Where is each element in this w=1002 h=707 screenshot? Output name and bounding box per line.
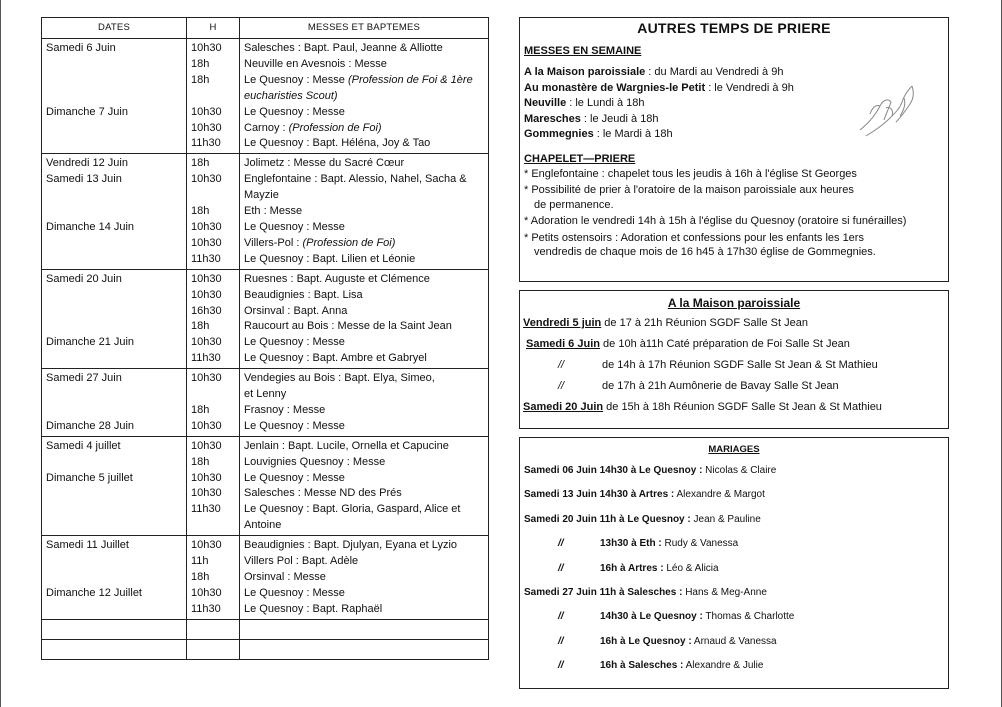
mass-desc: Le Quesnoy : Bapt. Gloria, Gaspard, Alice et	[244, 503, 461, 516]
chapelet-line: * Petits ostensoirs : Adoration et confessions pour les enfants les 1ers	[524, 231, 864, 244]
mass-desc: Englefontaine : Bapt. Alessio, Nahel, Sacha &	[244, 173, 467, 186]
date-text: Samedi 13 Juin	[46, 173, 122, 186]
maison-row	[520, 397, 948, 418]
week-mass-detail: : du Mardi au Vendredi à 9h	[645, 66, 784, 78]
mass-desc: Beaudignies : Bapt. Lisa	[244, 288, 363, 301]
time-text	[191, 188, 235, 204]
time-text: 10h30	[191, 288, 222, 301]
mass-text	[244, 486, 484, 502]
chapelet-item	[520, 214, 948, 229]
time-text: 18h	[191, 205, 210, 218]
header-dates: DATES	[42, 18, 187, 39]
mass-desc: Mayzie	[244, 189, 279, 202]
mariage-head: Samedi 20 Juin 11h à Le Quesnoy :	[524, 513, 691, 525]
mass-text	[244, 455, 484, 471]
chapelet-item	[520, 231, 948, 260]
mass-desc: Le Quesnoy : Messe	[244, 105, 345, 118]
ditto-mark: //	[558, 562, 564, 574]
praying-hands-icon	[856, 78, 918, 140]
mass-cell	[240, 369, 489, 437]
mass-desc: Jolimetz : Messe du Sacré Cœur	[244, 157, 405, 170]
mass-cell	[240, 154, 489, 269]
time-cell	[187, 269, 240, 368]
chapelet-line: vendredis de chaque mois de 16 h45 à 17h30 église de Gommegnies.	[534, 246, 876, 258]
mass-text	[244, 538, 484, 554]
date-text	[46, 288, 182, 304]
empty-cell	[240, 639, 489, 659]
mass-text	[244, 419, 484, 435]
time-text: 10h30	[191, 42, 222, 54]
mass-text	[244, 554, 484, 570]
mass-desc: Le Quesnoy : Messe	[244, 471, 345, 484]
time-text: 10h30	[191, 236, 222, 249]
mass-text	[244, 41, 484, 57]
mass-text	[244, 252, 484, 268]
header-hours: H	[187, 18, 240, 39]
mass-text	[244, 204, 484, 220]
table-row	[42, 436, 489, 535]
date-text	[46, 136, 182, 152]
mass-text	[244, 371, 484, 387]
mass-desc: Salesches : Bapt. Paul, Jeanne & Alliotte	[244, 42, 443, 54]
mass-text	[244, 439, 484, 455]
date-text: Dimanche 7 Juin	[46, 105, 128, 118]
mass-text	[244, 304, 484, 320]
maison-paroissiale-box	[519, 290, 949, 429]
mass-desc: Orsinval : Bapt. Anna	[244, 304, 348, 317]
date-text	[46, 486, 182, 502]
chapelet-line: * Possibilité de prier à l'oratoire de la maison paroissiale aux heures	[524, 184, 854, 196]
ditto-mark: //	[558, 660, 564, 672]
time-text: 11h30	[191, 352, 221, 365]
time-text	[191, 518, 235, 534]
time-text: 10h30	[191, 372, 222, 385]
date-text: Samedi 27 Juin	[46, 372, 122, 385]
mariage-row	[524, 459, 948, 483]
mass-text	[244, 351, 484, 367]
mariage-head: 16h à Le Quesnoy :	[600, 635, 692, 647]
mass-text	[244, 105, 484, 121]
mariages-list	[520, 459, 948, 679]
mass-text	[244, 518, 484, 534]
time-cell	[187, 369, 240, 437]
mass-text	[244, 387, 484, 403]
time-text: 18h	[191, 57, 210, 70]
mass-note: (Profession de Foi)	[302, 236, 396, 249]
date-text	[46, 518, 182, 534]
mariage-head: 14h30 à Le Quesnoy :	[600, 611, 703, 623]
week-mass-place: Au monastère de Wargnies-le Petit	[524, 81, 706, 94]
mass-desc: Le Quesnoy : Messe	[244, 586, 345, 599]
date-text: Samedi 20 Juin	[46, 272, 122, 285]
mass-text	[244, 73, 484, 89]
mass-desc: Louvignies Quesnoy : Messe	[244, 455, 386, 468]
mass-desc: Le Quesnoy : Messe	[244, 419, 345, 432]
mariages-title: MARIAGES	[708, 444, 760, 455]
chapelet-item	[520, 167, 948, 182]
time-cell	[187, 154, 240, 269]
mass-text	[244, 502, 484, 518]
mariage-head: 16h à Artres :	[600, 562, 664, 574]
mass-desc: Frasnoy : Messe	[244, 403, 326, 416]
week-mass-place: Gommegnies	[524, 128, 594, 140]
time-text: 18h	[191, 73, 210, 86]
mass-desc: Villers-Pol :	[244, 236, 303, 249]
mass-desc: Le Quesnoy : Bapt. Raphaël	[244, 602, 383, 615]
mass-desc: Le Quesnoy : Bapt. Lilien et Léonie	[244, 252, 416, 265]
mariage-names: Arnaud & Vanessa	[691, 635, 777, 647]
mariage-row	[524, 508, 948, 532]
mass-desc: Carnoy :	[244, 121, 289, 134]
mass-note: (Profession de Foi)	[288, 121, 382, 134]
maison-date: Vendredi 5 juin	[523, 317, 602, 329]
maison-text: de 17h à 21h Aumônerie de Bavay Salle St Jean	[602, 380, 839, 392]
empty-cell	[187, 639, 240, 659]
mass-text	[244, 586, 484, 602]
mariage-head: 16h à Salesches :	[600, 660, 684, 672]
mass-text	[244, 172, 484, 188]
mass-text	[244, 335, 484, 351]
date-text: Vendredi 12 Juin	[46, 157, 128, 170]
time-cell	[187, 436, 240, 535]
time-text: 18h	[191, 455, 210, 468]
mariage-head: Samedi 27 Juin 11h à Salesches :	[524, 586, 683, 598]
masses-body	[42, 39, 489, 660]
header-masses: MESSES ET BAPTEMES	[240, 18, 489, 39]
date-text	[46, 57, 182, 73]
date-text	[46, 89, 182, 105]
mass-text	[244, 156, 484, 172]
time-cell	[187, 39, 240, 154]
maison-date: Samedi 20 Juin	[523, 401, 604, 413]
maison-row	[520, 376, 948, 397]
mass-desc: Vendegies au Bois : Bapt. Elya, Simeo,	[244, 372, 435, 385]
date-text	[46, 303, 182, 319]
date-text	[46, 188, 182, 204]
maison-list	[520, 313, 948, 418]
week-mass-place: Neuville	[524, 97, 567, 109]
maison-text: de 14h à 17h Réunion SGDF Salle St Jean & St Mathieu	[602, 359, 878, 371]
date-text	[46, 570, 182, 586]
empty-cell	[187, 619, 240, 639]
table-row	[42, 269, 489, 368]
empty-cell	[42, 639, 187, 659]
mass-note: (Profession de Foi & 1ère	[347, 73, 473, 86]
date-cell	[42, 269, 187, 368]
mariage-head: Samedi 13 Juin 14h30 à Artres :	[524, 489, 675, 501]
mariage-row	[524, 483, 948, 507]
date-text: Dimanche 12 Juillet	[46, 586, 142, 599]
date-text	[46, 252, 182, 268]
mass-cell	[240, 436, 489, 535]
table-row	[42, 39, 489, 154]
mariage-names: Léo & Alicia	[663, 562, 719, 574]
mass-text	[244, 121, 484, 137]
mass-cell	[240, 536, 489, 620]
date-cell	[42, 536, 187, 620]
maison-title: A la Maison paroissiale	[667, 296, 801, 310]
time-text: 10h30	[191, 105, 222, 118]
time-text: 10h30	[191, 121, 222, 134]
chapelet-heading: CHAPELET—PRIERE	[524, 152, 636, 165]
maison-text: de 17 à 21h Réunion SGDF Salle St Jean	[601, 317, 808, 329]
maison-row	[520, 355, 948, 376]
mariage-row	[524, 654, 948, 678]
mass-text	[244, 89, 484, 105]
time-text: 10h30	[191, 586, 222, 599]
mariages-box	[519, 437, 949, 689]
mariage-row	[524, 581, 948, 605]
time-text: 11h30	[191, 137, 221, 150]
date-text	[46, 236, 182, 252]
week-masses-heading: MESSES EN SEMAINE	[524, 45, 642, 57]
mariage-names: Alexandre & Julie	[683, 660, 764, 672]
date-text	[46, 602, 182, 618]
mariage-head: Samedi 06 Juin 14h30 à Le Quesnoy :	[524, 465, 703, 476]
mass-text	[244, 136, 484, 152]
date-text	[46, 73, 182, 89]
empty-cell	[240, 619, 489, 639]
maison-date: Samedi 6 Juin	[526, 338, 600, 350]
time-text: 11h30	[191, 503, 221, 516]
chapelet-line: * Englefontaine : chapelet tous les jeudis à 16h à l'église St Georges	[524, 167, 857, 180]
date-cell	[42, 39, 187, 154]
time-text: 10h30	[191, 471, 222, 484]
date-text: Samedi 6 Juin	[46, 42, 116, 54]
mass-text	[244, 471, 484, 487]
week-mass-detail: : le Mardi à 18h	[593, 128, 673, 140]
time-text: 10h30	[191, 220, 222, 233]
mariage-names: Hans & Meg-Anne	[682, 586, 767, 598]
maison-row	[520, 313, 948, 334]
mass-text	[244, 288, 484, 304]
mass-desc: Le Quesnoy : Messe	[244, 336, 345, 349]
time-text: 18h	[191, 403, 210, 416]
mass-text	[244, 403, 484, 419]
mass-desc: Raucourt au Bois : Messe de la Saint Jean	[244, 320, 452, 333]
date-text: Samedi 11 Juillet	[46, 539, 129, 552]
maison-row	[520, 334, 948, 355]
time-cell	[187, 536, 240, 620]
prayer-title: AUTRES TEMPS DE PRIERE	[637, 20, 831, 36]
mass-text	[244, 570, 484, 586]
mass-desc: Antoine	[244, 519, 282, 532]
date-text: Samedi 4 juillet	[46, 439, 121, 452]
time-text: 10h30	[191, 336, 222, 349]
mass-desc: Eth : Messe	[244, 205, 303, 218]
masses-table	[41, 17, 489, 660]
time-text	[191, 89, 235, 105]
mariage-row	[524, 532, 948, 556]
ditto-mark: //	[558, 380, 565, 392]
week-mass-place: Maresches	[524, 112, 581, 125]
maison-text: de 10h à11h Caté préparation de Foi Salle St Jean	[599, 338, 850, 350]
time-text: 11h30	[191, 252, 221, 265]
time-text: 16h30	[191, 304, 222, 317]
mass-desc: Le Quesnoy : Bapt. Ambre et Gabryel	[244, 352, 427, 365]
table-header-row	[42, 18, 489, 39]
chapelet-line: * Adoration le vendredi 14h à 15h à l'église du Quesnoy (oratoire si funérailles)	[524, 215, 907, 227]
date-text: Dimanche 5 juillet	[46, 471, 133, 484]
empty-cell	[42, 619, 187, 639]
time-text	[191, 387, 235, 403]
table-row	[42, 154, 489, 269]
week-mass-place: A la Maison paroissiale	[524, 66, 646, 78]
time-text: 18h	[191, 571, 210, 583]
date-cell	[42, 154, 187, 269]
table-row	[42, 536, 489, 620]
date-text	[46, 204, 182, 220]
time-text: 10h30	[191, 487, 222, 500]
mass-desc: et Lenny	[244, 388, 287, 401]
week-mass-detail: : le Lundi à 18h	[566, 97, 645, 109]
mariage-head: 13h30 à Eth :	[600, 538, 662, 550]
mass-text	[244, 188, 484, 204]
mass-text	[244, 272, 484, 288]
mass-desc: Orsinval : Messe	[244, 571, 326, 583]
mariage-row	[524, 630, 948, 654]
date-text	[46, 387, 182, 403]
date-cell	[42, 436, 187, 535]
mass-text	[244, 236, 484, 252]
date-text: Dimanche 28 Juin	[46, 419, 135, 432]
date-text	[46, 403, 182, 419]
table-row	[42, 369, 489, 437]
mass-text	[244, 57, 484, 73]
mariage-row	[524, 557, 948, 581]
mass-desc: Villers Pol : Bapt. Adèle	[244, 555, 359, 568]
mariage-names: Jean & Pauline	[690, 513, 761, 525]
date-text	[46, 120, 182, 136]
chapelet-item	[520, 183, 948, 212]
mass-desc: Le Quesnoy : Messe	[244, 73, 348, 86]
mariage-names: Alexandre & Margot	[674, 489, 765, 501]
date-text	[46, 502, 182, 518]
page-edge-left	[0, 0, 1, 707]
date-text: Dimanche 21 Juin	[46, 336, 135, 349]
mariage-names: Thomas & Charlotte	[702, 611, 795, 623]
empty-row	[42, 639, 489, 659]
mass-desc: Jenlain : Bapt. Lucile, Ornella et Capucine	[244, 439, 449, 452]
ditto-mark: //	[558, 359, 565, 371]
chapelet-line: de permanence.	[534, 198, 614, 211]
ditto-mark: //	[558, 538, 564, 550]
maison-text: de 15h à 18h Réunion SGDF Salle St Jean & St Mathieu	[603, 401, 882, 413]
time-text: 10h30	[191, 539, 222, 552]
mass-text	[244, 220, 484, 236]
time-text: 10h30	[191, 419, 222, 432]
empty-row	[42, 619, 489, 639]
mariage-names: Nicolas & Claire	[702, 465, 777, 476]
mass-text	[244, 602, 484, 618]
mass-note: eucharisties Scout)	[244, 89, 338, 102]
mass-desc: Le Quesnoy : Bapt. Héléna, Joy & Tao	[244, 137, 431, 150]
mass-cell	[240, 39, 489, 154]
mariage-row	[524, 605, 948, 629]
date-cell	[42, 369, 187, 437]
chapelet-list	[520, 167, 948, 260]
mass-desc: Salesches : Messe ND des Prés	[244, 487, 402, 500]
ditto-mark: //	[558, 635, 564, 647]
week-mass-detail: : le Vendredi à 9h	[705, 81, 794, 94]
mass-desc: Ruesnes : Bapt. Auguste et Clémence	[244, 272, 430, 285]
time-text: 11h30	[191, 602, 221, 615]
week-mass-detail: : le Jeudi à 18h	[580, 112, 659, 125]
mass-text	[244, 319, 484, 335]
date-text	[46, 351, 182, 367]
mariage-names: Rudy & Vanessa	[661, 538, 739, 550]
date-text	[46, 554, 182, 570]
time-text: 11h	[191, 555, 209, 568]
date-text	[46, 455, 182, 471]
ditto-mark: //	[558, 611, 564, 623]
time-text: 10h30	[191, 173, 222, 186]
mass-cell	[240, 269, 489, 368]
date-text	[46, 319, 182, 335]
date-text: Dimanche 14 Juin	[46, 220, 135, 233]
time-text: 18h	[191, 157, 210, 170]
time-text: 10h30	[191, 439, 222, 452]
mass-desc: Le Quesnoy : Messe	[244, 220, 345, 233]
mass-desc: Beaudignies : Bapt. Djulyan, Eyana et Lyzio	[244, 539, 458, 552]
mass-desc: Neuville en Avesnois : Messe	[244, 57, 387, 70]
time-text: 18h	[191, 320, 210, 333]
time-text: 10h30	[191, 272, 222, 285]
prayer-times-box	[519, 17, 949, 282]
